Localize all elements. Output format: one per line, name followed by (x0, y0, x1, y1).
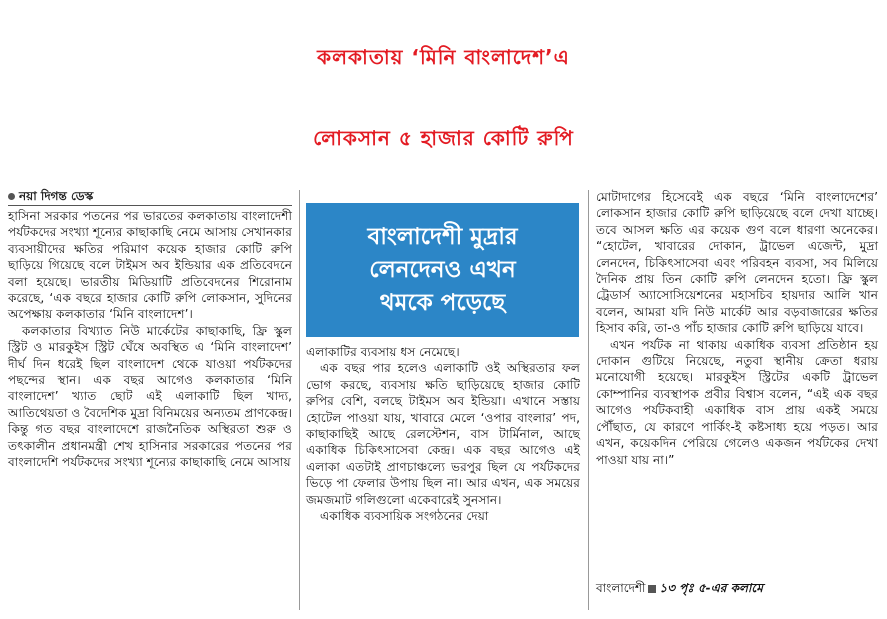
article-column-2 (306, 344, 580, 524)
column-divider (588, 190, 589, 610)
paragraph: হাসিনা সরকার পতনের পর ভারতের কলকাতায় বাংলাদেশী পর্যটকদের সংখ্যা শূন্যের কাছাকাছি নেমে আসায় সেখানকার ব্যবসায়ীদের ক্ষতির পরিমাণ কয়েক হাজার কোটি রুপি ছাড়িয়ে গিয়েছে বলে টাইমস অব ইন্ডিয়ার এক প্রতিবেদনে বলা হয়েছে। ভারতীয় মিডিয়াটি প্রতিবেদনের শিরোনাম করেছে, ‘এক বছরে হাজার কোটি রুপি লোকসান, সুদিনের অপেক্ষায় কলকাতার ‘মিনি বাংলাদেশ’। (8, 209, 292, 322)
column-divider (299, 190, 300, 610)
headline-line-1: কলকাতায় ‘মিনি বাংলাদেশ’এ (317, 45, 570, 69)
paragraph: এখন পর্যটক না থাকায় একাধিক ব্যবসা প্রতিষ্ঠান হয় দোকান গুটিয়ে নিয়েছে, নতুবা স্থানীয় ক্রেতা ধরায় মনোযোগী হয়েছে। মারকুইস স্ট্রিটের একটি ট্রাভেল কোম্পানির ব্যবস্থাপক প্রবীর বিশ্বাস বলেন, “এই এক বছর আগেও পর্যটকবাহী একাধিক বাস প্রায় একই সময়ে পৌঁছাত, যে কারণে পার্কিং-ই কষ্টসাধ্য হয়ে পড়ত। আর এখন, কয়েকদিন পেরিয়ে গেলেও একজন পর্যটকের দেখা পাওয়া যায় না।” (596, 337, 878, 467)
paragraph: একাধিক ব্যবসায়িক সংগঠনের দেয়া (320, 509, 489, 524)
pull-quote-box (306, 203, 579, 337)
byline-text: নয়া দিগন্ত ডেস্ক (19, 189, 94, 203)
article-column-3 (596, 189, 878, 468)
article-column-1 (8, 208, 292, 471)
bullet-icon (8, 193, 15, 200)
byline-divider (8, 205, 292, 206)
paragraph: এক বছর পার হলেও এলাকাটি ওই অস্থিরতার ফল ভোগ করছে, ব্যবসায় ক্ষতি ছাড়িয়েছে হাজার কোটি রুপির বেশি, বলছে টাইমস অব ইন্ডিয়া। এখানে সস্তায় হোটেল পাওয়া যায়, খাবারে মেলে ‘ওপার বাংলার’ পদ, কাছাকাছিই আছে রেলস্টেশন, বাস টার্মিনাল, আছে একাধিক চিকিৎসাসেবা কেন্দ্র। এক বছর আগেও এই এলাকা এতটাই প্রাণচাঞ্চল্যে ভরপুর ছিল যে পর্যটকদের ভিড়ে পা ফেলার উপায় ছিল না। আর এখন, এক সময়ের জমজমাট গলিগুলো একেবারেই সুনসান। (306, 361, 580, 507)
pull-quote-line-3: থমকে পড়েছে (379, 289, 506, 316)
paragraph: কলকাতার বিখ্যাত নিউ মার্কেটের কাছাকাছি, ফ্রি স্কুল স্ট্রিট ও মারকুইস স্ট্রিট ঘেঁষে অবস্থিত এ ‘মিনি বাংলাদেশ’ দীর্ঘ দিন ধরেই ছিল বাংলাদেশ থেকে যাওয়া পর্যটকদের পছন্দের স্থান। এক বছর আগেও কলকাতার ‘মিনি বাংলাদেশ’ খ্যাত ছোট এই এলাকাটি ছিল খাদ্য, আতিথেয়তা ও বৈদেশিক মুদ্রা বিনিময়ের অন্যতম প্রাণকেন্দ্র। কিন্তু গত বছর বাংলাদেশে রাজনৈতিক অস্থিরতা শুরু ও তৎকালীন প্রধানমন্ত্রী শেখ হাসিনার সরকারের পতনের পর বাংলাদেশি পর্যটকদের সংখ্যা শূন্যের কাছাকাছি নেমে আসায় (8, 323, 292, 470)
continuation-ref: ১৩ পৃঃ ৫-এর কলামে (659, 581, 763, 595)
continuation-label: বাংলাদেশী (596, 581, 646, 595)
headline-line-2: লোকসান ৫ হাজার কোটি রুপি (313, 126, 574, 150)
square-icon (648, 585, 656, 593)
paragraph: এলাকাটির ব্যবসায় ধস নেমেছে। (306, 345, 460, 359)
pull-quote-line-2: লেনদেনও এখন (369, 256, 516, 283)
continuation-line (596, 580, 878, 600)
headline (0, 18, 887, 180)
paragraph: মোটাদাগের হিসেবেই এক বছরে ‘মিনি বাংলাদেশের’ লোকসান হাজার কোটি রুপি ছাড়িয়েছে বলে দেখা যাচ্ছে। তবে আসল ক্ষতি এর কয়েক গুণ বলে ধারণা অনেকের। “হোটেল, খাবারের দোকান, ট্রাভেল এজেন্ট, মুদ্রা লেনদেন, চিকিৎসাসেবা এবং পরিবহন ব্যবসা, সব মিলিয়ে দৈনিক প্রায় তিন কোটি রুপি লেনদেন হতো। ফ্রি স্কুল ট্রেডার্স অ্যাসোসিয়েশনের মহাসচিব হায়দার আলি খান বলেন, আমরা যদি নিউ মার্কেট আর বড়বাজারের ক্ষতির হিসাব করি, তা-ও পাঁচ হাজার কোটি রুপি ছাড়িয়ে যাবে। (596, 190, 878, 336)
pull-quote-line-1: বাংলাদেশী মুদ্রার (367, 223, 518, 250)
